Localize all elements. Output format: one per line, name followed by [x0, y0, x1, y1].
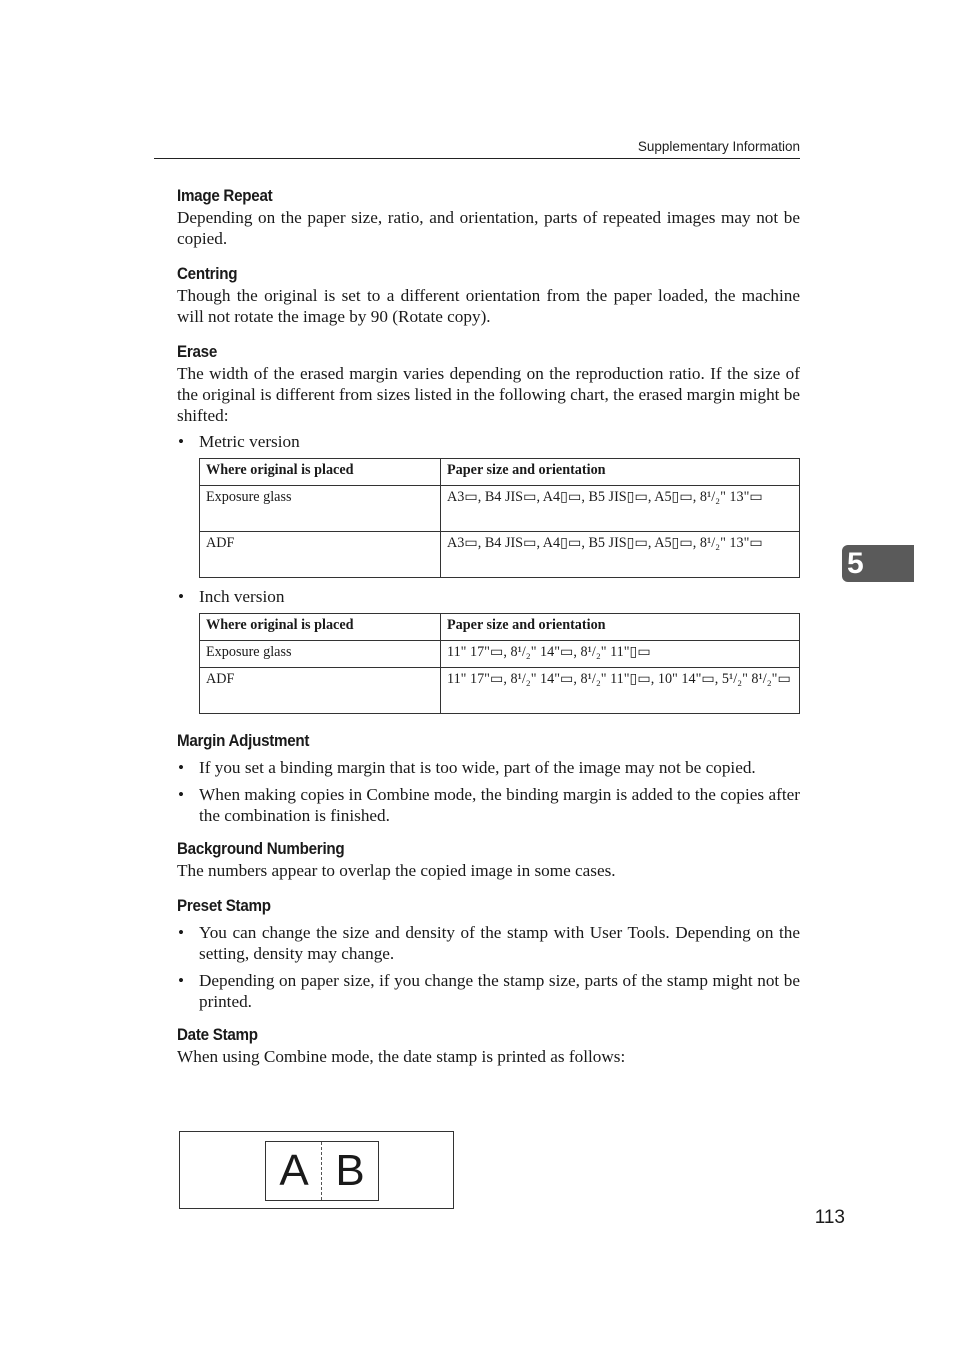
col-header-sizes: Paper size and orientation	[441, 614, 800, 641]
cell-placed: ADF	[200, 668, 441, 714]
cell-sizes: A3▭, B4 JIS▭, A4▯▭, B5 JIS▯▭, A5▯▭, 8¹/₂" 13"▭	[441, 486, 800, 532]
metric-version-label: • Metric version	[177, 431, 800, 452]
table-header-row	[200, 459, 800, 486]
section-title-background-numbering: Background Numbering	[177, 840, 345, 858]
cell-sizes: A3▭, B4 JIS▭, A4▯▭, B5 JIS▯▭, A5▯▭, 8¹/₂" 13"▭	[441, 532, 800, 578]
date-stamp-illustration	[179, 1131, 454, 1209]
cell-sizes: 11" 17"▭, 8¹/₂" 14"▭, 8¹/₂" 11"▯▭, 10" 14"▭, 5¹/₂" 8¹/₂"▭	[441, 668, 800, 714]
page-content	[177, 185, 800, 1067]
cell-sizes: 11" 17"▭, 8¹/₂" 14"▭, 8¹/₂" 11"▯▭	[441, 641, 800, 668]
col-header-sizes: Paper size and orientation	[441, 459, 800, 486]
col-header-placed: Where original is placed	[200, 614, 441, 641]
table-row	[200, 641, 800, 668]
page-a-label: A	[279, 1146, 309, 1195]
table-row	[200, 668, 800, 714]
cell-placed: ADF	[200, 532, 441, 578]
table-row	[200, 486, 800, 532]
cell-placed: Exposure glass	[200, 486, 441, 532]
table-header-row	[200, 614, 800, 641]
chapter-tab: 5	[842, 545, 914, 582]
section-title-centring: Centring	[177, 265, 238, 283]
section-title-preset-stamp: Preset Stamp	[177, 897, 271, 915]
erase-text: The width of the erased margin varies depending on the reproduction ratio. If the size of the original is different from sizes listed in the following chart, the erased margin might be shifted:	[177, 364, 800, 425]
combined-page-frame	[265, 1141, 379, 1201]
col-header-placed: Where original is placed	[200, 459, 441, 486]
background-numbering-text: The numbers appear to overlap the copied image in some cases.	[177, 861, 616, 880]
inch-erase-table	[199, 613, 800, 714]
cell-placed: Exposure glass	[200, 641, 441, 668]
running-header: Supplementary Information	[637, 139, 800, 154]
list-item: • Depending on paper size, if you change the stamp size, parts of the stamp might not be printed.	[177, 970, 800, 1012]
list-item: • If you set a binding margin that is too wide, part of the image may not be copied.	[177, 757, 800, 778]
date-stamp-text: When using Combine mode, the date stamp is printed as follows:	[177, 1047, 626, 1066]
page-b-label: B	[335, 1146, 365, 1195]
section-title-image-repeat: Image Repeat	[177, 187, 273, 205]
image-repeat-text: Depending on the paper size, ratio, and orientation, parts of repeated images may not be copied.	[177, 208, 800, 248]
inch-version-label: • Inch version	[177, 586, 800, 607]
centring-text: Though the original is set to a different orientation from the paper loaded, the machine will not rotate the image by 90 (Rotate copy).	[177, 286, 800, 326]
table-row	[200, 532, 800, 578]
section-title-erase: Erase	[177, 343, 217, 361]
page-number: 113	[814, 1207, 845, 1228]
metric-erase-table	[199, 458, 800, 578]
list-item: • You can change the size and density of the stamp with User Tools. Depending on the setting, density may change.	[177, 922, 800, 964]
page-divider	[321, 1142, 322, 1200]
header-rule	[154, 158, 800, 159]
section-title-margin-adjustment: Margin Adjustment	[177, 732, 310, 750]
list-item: • When making copies in Combine mode, the binding margin is added to the copies after the combination is finished.	[177, 784, 800, 826]
section-title-date-stamp: Date Stamp	[177, 1026, 258, 1044]
